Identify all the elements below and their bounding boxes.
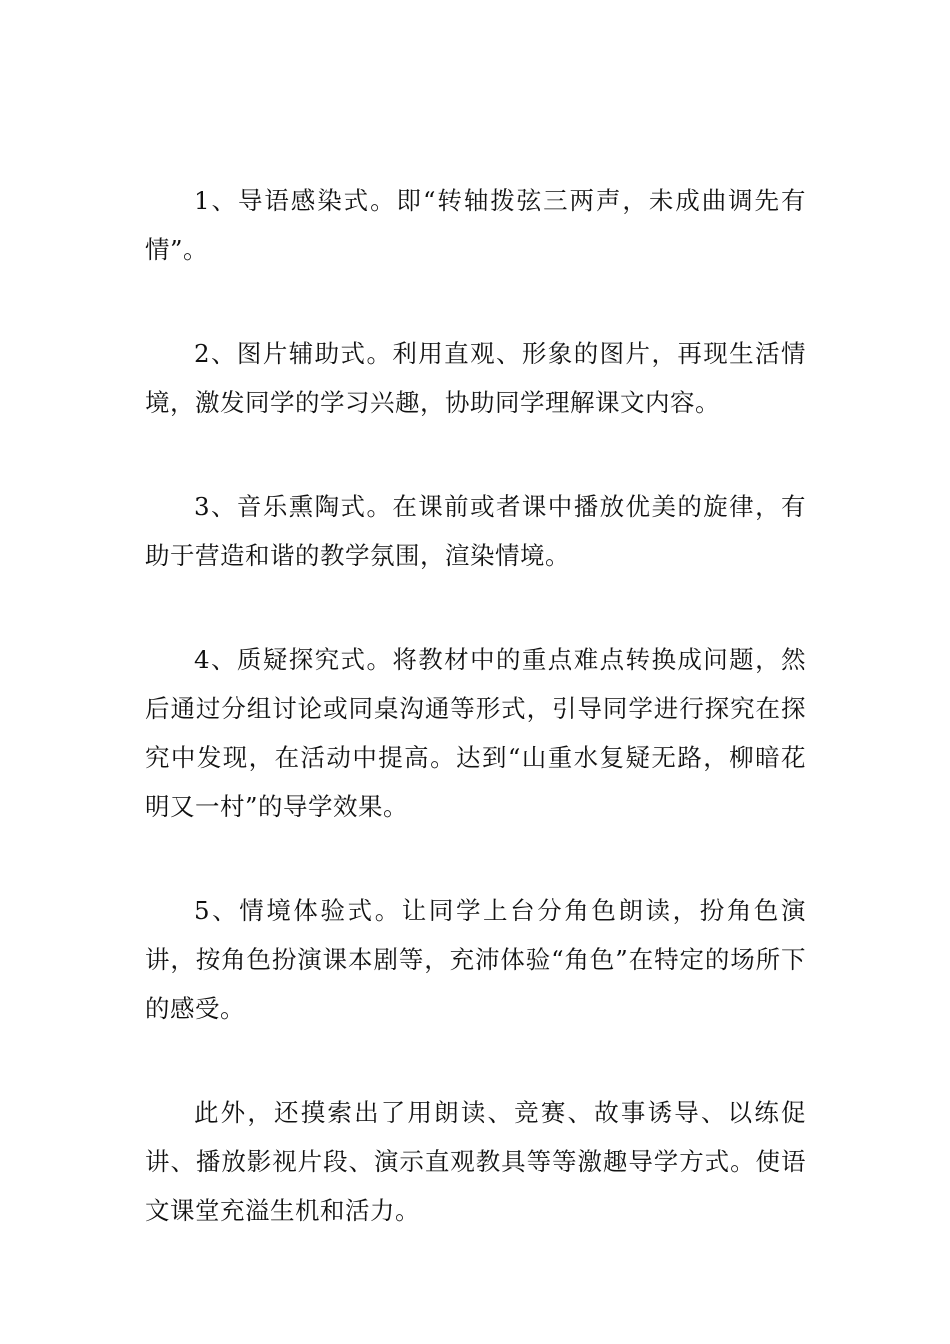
paragraph-4-inquiry-method: 4、质疑探究式。将教材中的重点难点转换成问题，然后通过分组讨论或同桌沟通等形式，引导同学进行探究在探究中发现，在活动中提高。达到“山重水复疑无路，柳暗花明又一村”的导学效果。 [145,645,806,821]
paragraph-2-picture-method: 2、图片辅助式。利用直观、形象的图片，再现生活情境，激发同学的学习兴趣，协助同学理解课文内容。 [145,339,806,417]
paragraph-6-summary: 此外，还摸索出了用朗读、竞赛、故事诱导、以练促讲、播放影视片段、演示直观教具等等激趣导学方式。使语文课堂充溢生机和活力。 [145,1098,806,1225]
paragraph-3-music-method: 3、音乐熏陶式。在课前或者课中播放优美的旋律，有助于营造和谐的教学氛围，渲染情境。 [145,492,806,570]
paragraph-5-experience-method: 5、情境体验式。让同学上台分角色朗读，扮角色演讲，按角色扮演课本剧等，充沛体验“角色”在特定的场所下的感受。 [145,896,806,1023]
paragraph-1-intro-method: 1、导语感染式。即“转轴拨弦三两声，未成曲调先有情”。 [145,186,806,264]
